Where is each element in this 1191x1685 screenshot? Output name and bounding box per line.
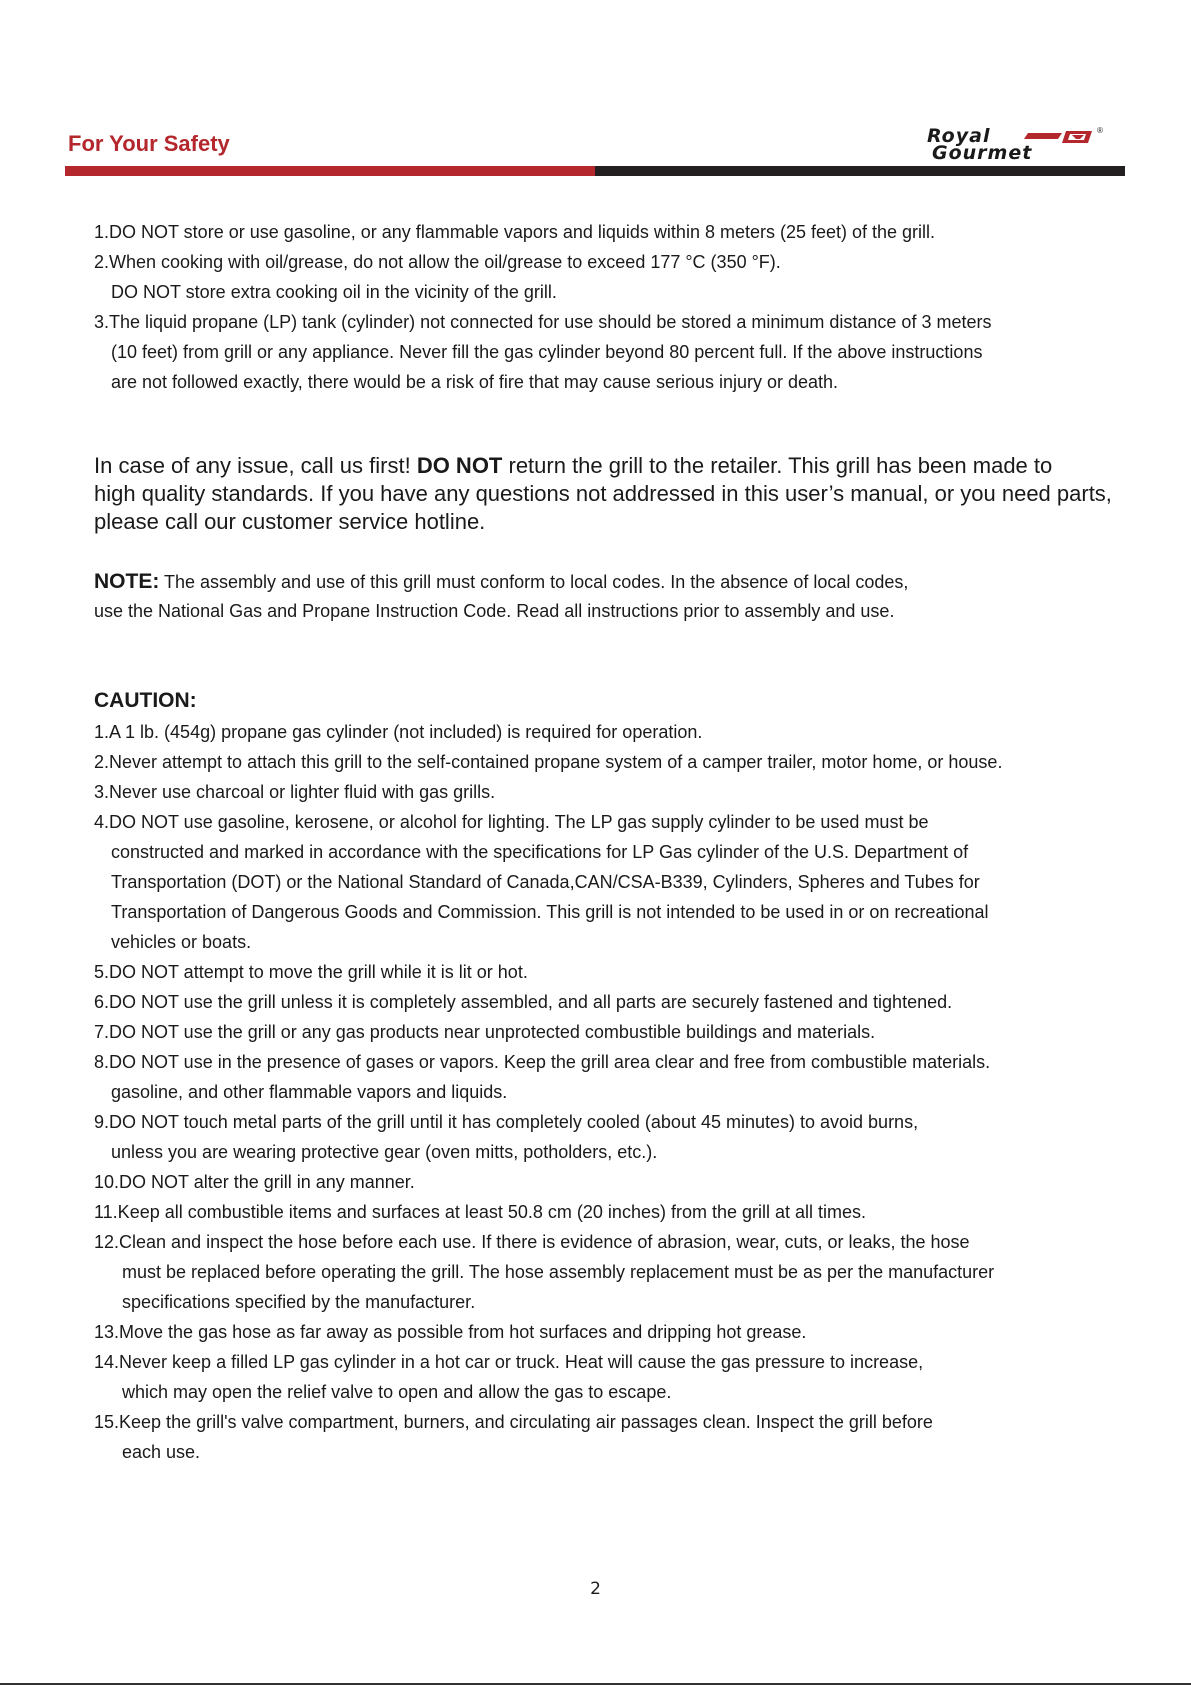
list-item-line: 1.DO NOT store or use gasoline, or any flammable vapors and liquids within 8 meters (25 feet) of the grill. — [94, 222, 936, 242]
customer-service-paragraph — [94, 452, 1112, 536]
service-rest: return the grill to the retailer. This grill has been made to — [502, 453, 1053, 478]
list-item — [94, 247, 991, 307]
header-rule-red — [65, 166, 595, 176]
registered-mark: ® — [1097, 126, 1103, 135]
note-paragraph — [94, 567, 908, 626]
brand-logo — [922, 126, 1102, 166]
list-item-line: 7.DO NOT use the grill or any gas products near unprotected combustible buildings and materials. — [94, 1022, 876, 1042]
service-line1 — [94, 452, 1112, 480]
list-item — [94, 1347, 1002, 1407]
list-item-line: vehicles or boats. — [111, 932, 252, 952]
list-item — [94, 717, 1002, 747]
list-item-line: specifications specified by the manufacturer. — [122, 1292, 476, 1312]
list-item — [94, 307, 991, 397]
list-item — [94, 1167, 1002, 1197]
service-bold: DO NOT — [416, 453, 503, 478]
list-item-line: 6.DO NOT use the grill unless it is completely assembled, and all parts are securely fastened and tightened. — [94, 992, 953, 1012]
list-item — [94, 807, 1002, 957]
list-item-line: 8.DO NOT use in the presence of gases or vapors. Keep the grill area clear and free from combustible materials. — [94, 1052, 991, 1072]
list-item-line: are not followed exactly, there would be a risk of fire that may cause serious injury or death. — [111, 372, 839, 392]
list-item-line: 3.Never use charcoal or lighter fluid with gas grills. — [94, 782, 496, 802]
list-item-line: 14.Never keep a filled LP gas cylinder in a hot car or truck. Heat will cause the gas pressure to increase, — [94, 1352, 924, 1372]
note-line2: use the National Gas and Propane Instruction Code. Read all instructions prior to assembly and use. — [94, 601, 895, 621]
list-item — [94, 1197, 1002, 1227]
list-item — [94, 1047, 1002, 1107]
page-section-title: For Your Safety — [68, 131, 230, 156]
list-item — [94, 1017, 1002, 1047]
list-item — [94, 1407, 1002, 1467]
list-item-line: DO NOT store extra cooking oil in the vicinity of the grill. — [111, 282, 557, 302]
list-item-line: which may open the relief valve to open and allow the gas to escape. — [122, 1382, 672, 1402]
logo-text-line2: Gourmet — [932, 142, 1033, 164]
note-label: NOTE: — [94, 570, 160, 593]
list-item — [94, 1317, 1002, 1347]
service-line2: high quality standards. If you have any questions not addressed in this user’s manual, or you need parts, — [94, 481, 1112, 506]
list-item-line: Transportation (DOT) or the National Standard of Canada,CAN/CSA-B339, Cylinders, Spheres and Tubes for — [111, 872, 980, 892]
service-line3: please call our customer service hotline. — [94, 509, 486, 534]
list-item-line: 9.DO NOT touch metal parts of the grill until it has completely cooled (about 45 minutes) to avoid burns, — [94, 1112, 919, 1132]
list-item — [94, 1227, 1002, 1317]
list-item-line: 11.Keep all combustible items and surfaces at least 50.8 cm (20 inches) from the grill at all times. — [94, 1202, 867, 1222]
list-item-line: 10.DO NOT alter the grill in any manner. — [94, 1172, 415, 1192]
list-item-line: 3.The liquid propane (LP) tank (cylinder) not connected for use should be stored a minimum distance of 3 meters — [94, 312, 992, 332]
safety-list — [94, 217, 991, 397]
list-item-line: 2.Never attempt to attach this grill to the self-contained propane system of a camper trailer, motor home, or house. — [94, 752, 1003, 772]
list-item-line: 15.Keep the grill's valve compartment, burners, and circulating air passages clean. Inspect the grill before — [94, 1412, 933, 1432]
list-item — [94, 217, 991, 247]
list-item — [94, 987, 1002, 1017]
list-item — [94, 777, 1002, 807]
list-item-line: unless you are wearing protective gear (oven mitts, potholders, etc.). — [111, 1142, 658, 1162]
note-line1 — [94, 567, 908, 597]
list-item-line: 1.A 1 lb. (454g) propane gas cylinder (not included) is required for operation. — [94, 722, 703, 742]
note-text: The assembly and use of this grill must conform to local codes. In the absence of local codes, — [159, 572, 909, 592]
list-item-line: (10 feet) from grill or any appliance. Never fill the gas cylinder beyond 80 percent full. If the above instructions — [111, 342, 983, 362]
header-rule-dark — [595, 166, 1125, 176]
list-item-line: constructed and marked in accordance with the specifications for LP Gas cylinder of the U.S. Department of — [111, 842, 969, 862]
list-item-line: 4.DO NOT use gasoline, kerosene, or alcohol for lighting. The LP gas supply cylinder to be used must be — [94, 812, 929, 832]
list-item-line: gasoline, and other flammable vapors and liquids. — [111, 1082, 508, 1102]
service-intro: In case of any issue, call us first! — [94, 453, 417, 478]
list-item — [94, 1107, 1002, 1167]
list-item-line: each use. — [122, 1442, 201, 1462]
list-item-line: 12.Clean and inspect the hose before each use. If there is evidence of abrasion, wear, cuts, or leaks, the hose — [94, 1232, 970, 1252]
list-item-line: Transportation of Dangerous Goods and Commission. This grill is not intended to be used in or on recreational — [111, 902, 989, 922]
list-item-line: 2.When cooking with oil/grease, do not allow the oil/grease to exceed 177 °C (350 °F). — [94, 252, 781, 272]
logo-flag-icon — [1022, 129, 1094, 147]
list-item — [94, 747, 1002, 777]
list-item-line: 13.Move the gas hose as far away as possible from hot surfaces and dripping hot grease. — [94, 1322, 807, 1342]
list-item-line: 5.DO NOT attempt to move the grill while it is lit or hot. — [94, 962, 528, 982]
caution-heading: CAUTION: — [94, 689, 197, 712]
logo-text-line1: Royal — [927, 125, 991, 147]
page-number: 2 — [590, 1579, 601, 1599]
list-item-line: must be replaced before operating the grill. The hose assembly replacement must be as per the manufacturer — [122, 1262, 995, 1282]
list-item — [94, 957, 1002, 987]
caution-list — [94, 717, 1002, 1467]
